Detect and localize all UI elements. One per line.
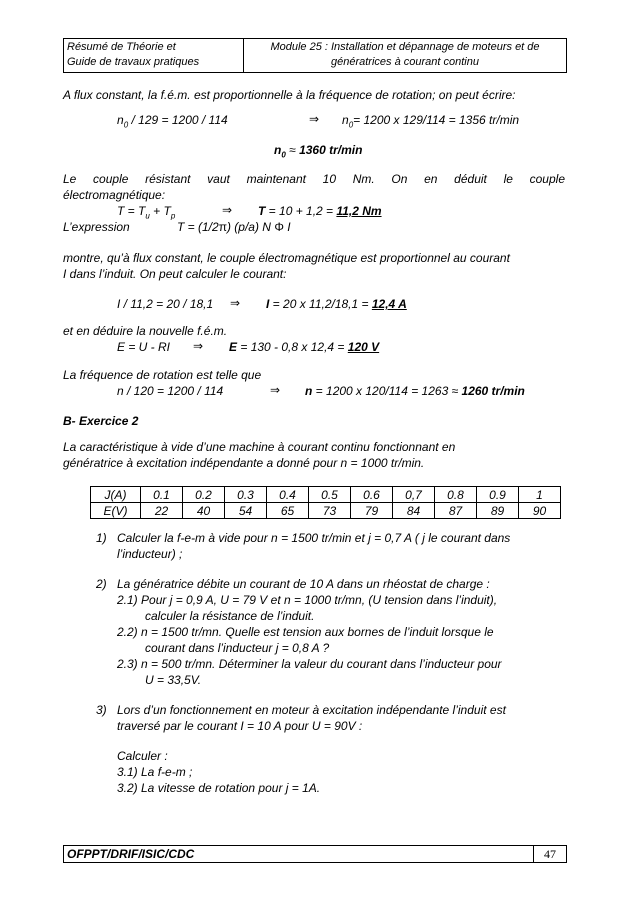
paragraph-6-line1: La caractéristique à vide d’une machine à courant continu fonctionnant en — [63, 440, 456, 454]
row-label: E(V) — [91, 503, 141, 519]
table-cell: 40 — [183, 503, 225, 519]
expr-part-b: ) (p/a) N — [226, 220, 275, 234]
n-symbol: n — [342, 113, 349, 127]
q3-line2: traversé par le courant I = 10 A pour U = 90V : — [117, 719, 363, 733]
header-left — [64, 39, 244, 72]
eq4-symbol: E — [229, 340, 238, 354]
table-cell: 0.8 — [435, 487, 477, 503]
q22-line2: courant dans l’inducteur j = 0,8 A ? — [145, 641, 330, 655]
table-cell: 87 — [435, 503, 477, 519]
header-right-line1: Module 25 : Installation et dépannage de moteurs et de — [270, 41, 540, 53]
equation-2-right — [258, 204, 382, 218]
q23-line2: U = 33,5V. — [145, 673, 202, 687]
section-title: B- Exercice 2 — [63, 414, 139, 428]
table-cell: 0.9 — [477, 487, 519, 503]
implies-arrow-icon: ⇒ — [222, 203, 233, 217]
implies-arrow-icon: ⇒ — [193, 339, 204, 353]
header-left-line2: Guide de travaux pratiques — [67, 56, 200, 68]
table-cell: 65 — [267, 503, 309, 519]
q2-line1: La génératrice débite un courant de 10 A dans un rhéostat de charge : — [117, 577, 490, 591]
table-cell: 89 — [477, 503, 519, 519]
equation-3-right — [266, 297, 407, 311]
eq2-text: T = T — [117, 204, 146, 218]
paragraph-3-line2: I dans l’induit. On peut calculer le courant: — [63, 267, 287, 281]
eq5-result: 1260 tr/min — [461, 384, 525, 398]
eq3-symbol: I — [266, 297, 270, 311]
footer-left: OFPPT/DRIF/ISIC/CDC — [67, 847, 195, 861]
table-cell: 90 — [519, 503, 561, 519]
q2-number: 2) — [96, 577, 107, 591]
paragraph-4: et en déduire la nouvelle f.é.m. — [63, 324, 228, 338]
equation-3-left: I / 11,2 = 20 / 18,1 — [117, 297, 214, 311]
paragraph-2-line1: Le couple résistant vaut maintenant 10 Nm. On en déduit le couple — [63, 172, 565, 186]
eq4-result: 120 V — [347, 340, 380, 354]
q1-line1: Calculer la f-e-m à vide pour n = 1500 tr/min et j = 0,7 A ( j le courant dans — [117, 531, 511, 545]
subscript-u: u — [145, 211, 150, 221]
expression-formula — [177, 220, 291, 234]
calculer-label: Calculer : — [117, 749, 168, 763]
q1-number: 1) — [96, 531, 107, 545]
table-cell: 84 — [393, 503, 435, 519]
paragraph-6-line2: génératrice à excitation indépendante a donné pour n = 1000 tr/min. — [63, 456, 425, 470]
q3-number: 3) — [96, 703, 107, 717]
eq2-expression: = 10 + 1,2 = — [265, 204, 337, 218]
q22-line1: 2.2) n = 1500 tr/mn. Quelle est tension aux bornes de l’induit lorsque le — [117, 625, 494, 639]
q3-line1: Lors d’un fonctionnement en moteur à excitation indépendante l’induit est — [117, 703, 506, 717]
q31: 3.1) La f-e-m ; — [117, 765, 193, 779]
table-row — [91, 503, 561, 519]
table-cell: 54 — [225, 503, 267, 519]
page-header — [63, 38, 567, 73]
paragraph-2-line2: électromagnétique: — [63, 188, 166, 202]
header-right — [244, 39, 566, 73]
paragraph-1: A flux constant, la f.é.m. est proportionnelle à la fréquence de rotation; on peut écrire: — [63, 88, 516, 102]
page-number: 47 — [533, 846, 566, 862]
table-cell: 0.2 — [183, 487, 225, 503]
table-cell: 0,7 — [393, 487, 435, 503]
table-cell: 22 — [141, 503, 183, 519]
equation-4-right — [229, 340, 379, 354]
subscript-zero: 0 — [123, 120, 129, 130]
pi-icon: π — [218, 220, 227, 234]
equation-1-result — [274, 143, 362, 159]
equation-2-left — [117, 204, 175, 220]
q32: 3.2) La vitesse de rotation pour j = 1A. — [117, 781, 321, 795]
eq2-plus: + T — [149, 204, 171, 218]
table-cell: 0.4 — [267, 487, 309, 503]
table-cell: 1 — [519, 487, 561, 503]
eq3-result: 12,4 A — [371, 297, 407, 311]
eq1-result-text: 1360 tr/min — [299, 143, 363, 157]
approx-icon: ≈ — [289, 143, 296, 157]
subscript-zero: 0 — [281, 150, 286, 160]
eq2-result: 11,2 Nm — [336, 204, 382, 218]
equation-5-left: n / 120 = 1200 / 114 — [117, 384, 224, 398]
eq4-expression: = 130 - 0,8 x 12,4 = — [237, 340, 348, 354]
q21-line1: 2.1) Pour j = 0,9 A, U = 79 V et n = 1000 tr/mn, (U tension dans l’induit), — [117, 593, 498, 607]
approx-icon: ≈ — [451, 384, 459, 398]
table-cell: 0.5 — [309, 487, 351, 503]
header-left-line1: Résumé de Théorie et — [67, 41, 176, 53]
characteristic-table — [90, 486, 561, 519]
implies-arrow-icon: ⇒ — [270, 383, 281, 397]
table-cell: 0.3 — [225, 487, 267, 503]
expression-label: L’expression — [63, 220, 130, 234]
table-cell: 73 — [309, 503, 351, 519]
n-symbol: n — [274, 143, 282, 157]
equation-4-left: E = U - RI — [117, 340, 171, 354]
eq3-expression: = 20 x 11,2/18,1 = — [269, 297, 372, 311]
eq5-symbol: n — [305, 384, 313, 398]
table-cell: 0.1 — [141, 487, 183, 503]
q21-line2: calculer la résistance de l’induit. — [145, 609, 315, 623]
eq1-left-text: / 129 = 1200 / 114 — [131, 113, 228, 127]
implies-arrow-icon: ⇒ — [230, 296, 241, 310]
table-row — [91, 487, 561, 503]
eq5-expression: = 1200 x 120/114 = 1263 — [312, 384, 452, 398]
paragraph-3-line1: montre, qu’à flux constant, le couple électromagnétique est proportionnel au courant — [63, 251, 510, 265]
q23-line1: 2.3) n = 500 tr/mn. Déterminer la valeur du courant dans l’inducteur pour — [117, 657, 502, 671]
expr-part-c: I — [283, 220, 291, 234]
q1-line2: l’inducteur) ; — [117, 547, 183, 561]
equation-5-right — [305, 384, 525, 398]
equation-1-left — [117, 113, 228, 129]
implies-arrow-icon: ⇒ — [309, 112, 320, 126]
header-right-line2: génératrices à courant continu — [331, 56, 479, 68]
n-symbol: n — [117, 113, 124, 127]
phi-icon: Φ — [274, 220, 284, 234]
row-label: J(A) — [91, 487, 141, 503]
subscript-p: p — [170, 211, 176, 221]
eq2-symbol: T — [258, 204, 266, 218]
table-cell: 79 — [351, 503, 393, 519]
subscript-zero: 0 — [348, 120, 354, 130]
expr-part-a: T = (1/2 — [177, 220, 219, 234]
paragraph-5: La fréquence de rotation est telle que — [63, 368, 262, 382]
eq1-right-text: = 1200 x 129/114 = 1356 tr/min — [353, 113, 520, 127]
page-footer — [63, 845, 567, 863]
table-cell: 0.6 — [351, 487, 393, 503]
equation-1-right — [342, 113, 519, 129]
